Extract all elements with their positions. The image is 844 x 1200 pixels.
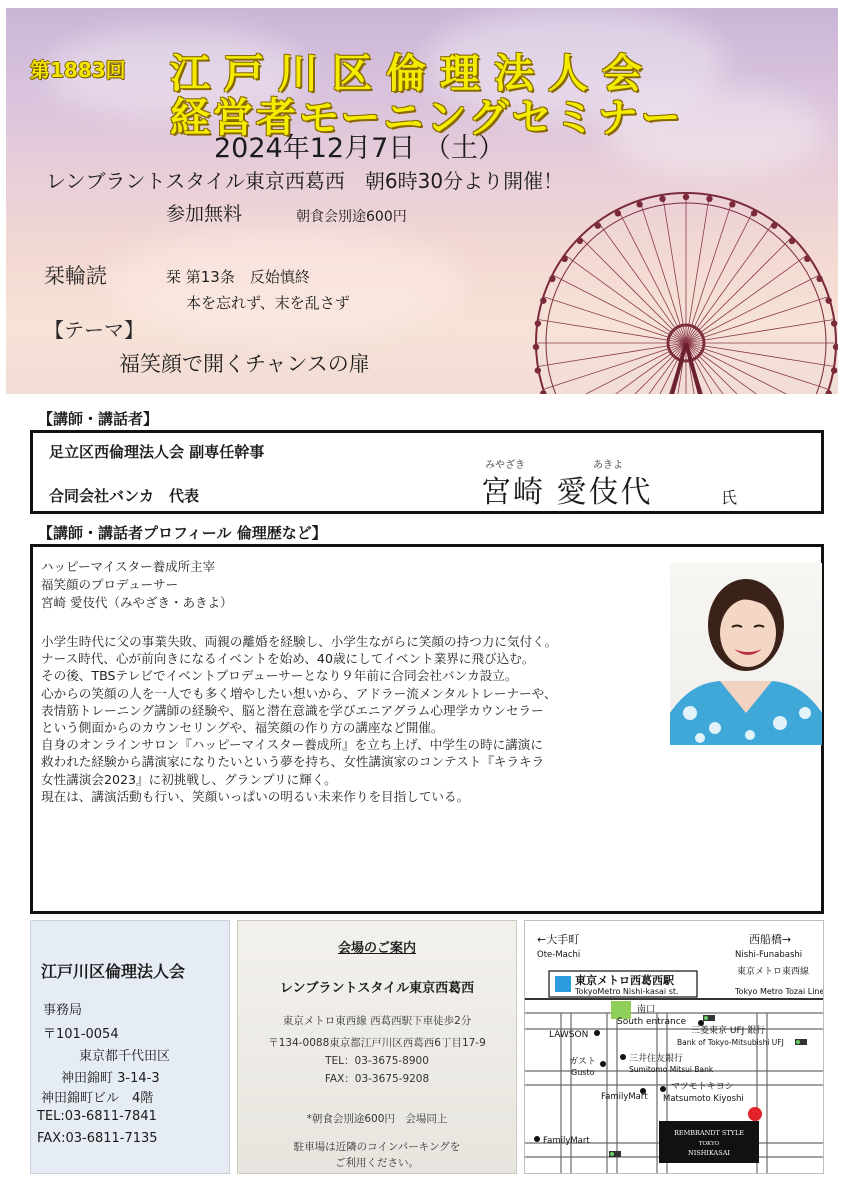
map-label-south: 南口 bbox=[637, 1005, 656, 1015]
profile-paragraph: ナース時代、心が前向きになるイベントを始め、40歳にしてイベント業界に飛び込む。 bbox=[41, 651, 535, 667]
ferris-wheel-spoke bbox=[686, 297, 829, 343]
venue-address: 〒134-0088東京都江戸川区西葛西6丁目17-9 bbox=[268, 1037, 486, 1049]
ferris-wheel-cabin bbox=[659, 196, 665, 202]
edition-number: 第1883回 bbox=[30, 58, 126, 82]
venue-card-name: レンブラントスタイル東京西葛西 bbox=[279, 981, 475, 996]
map-label-matsumoto: マツモトキヨシ bbox=[671, 1082, 734, 1092]
map-station-name-en: TokyoMetro Nishi-kasai st. bbox=[575, 987, 679, 996]
ferris-wheel-spoke bbox=[565, 255, 686, 343]
map-label-line-en: Tokyo Metro Tozai Line bbox=[735, 987, 825, 996]
ferris-wheel-spoke bbox=[598, 222, 686, 343]
speaker-box bbox=[30, 430, 824, 514]
ferris-wheel-cabin bbox=[533, 344, 539, 350]
access-map bbox=[524, 920, 824, 1174]
ferris-wheel-spoke bbox=[552, 343, 686, 394]
ferris-wheel-cabin bbox=[683, 194, 689, 200]
speaker-role-2: 合同会社バンカ 代表 bbox=[49, 487, 200, 505]
map-label-lawson: LAWSON bbox=[549, 1030, 589, 1040]
profile-paragraph: 小学生時代に父の事業失敗、両親の離婚を経験し、小学生ながらに笑顔の持つ力に気付く。 bbox=[41, 634, 558, 649]
profile-headline: ハッピーマイスター養成所主宰 bbox=[41, 559, 216, 574]
speaker-ruby-given: あきよ bbox=[593, 460, 623, 471]
ferris-wheel-spoke bbox=[686, 255, 807, 343]
ferris-wheel-spoke bbox=[580, 237, 686, 343]
map-label-matsumoto-en: Matsumoto Kiyoshi bbox=[663, 1094, 744, 1104]
map-label-familymart-2: FamilyMart bbox=[543, 1136, 590, 1146]
profile-body bbox=[41, 633, 811, 805]
profile-paragraph: 救われた経験から講演家になりたいという夢を持ち、女性講演家のコンテスト『キラキラ bbox=[41, 754, 545, 770]
map-label-nishifunabashi: 西船橋→ bbox=[749, 933, 792, 946]
venue-card bbox=[237, 920, 517, 1174]
map-label-bank1-en: Bank of Tokyo-Mitsubishi UFJ bbox=[677, 1038, 784, 1047]
ferris-wheel-cabin bbox=[636, 201, 642, 207]
breakfast-note: 朝食会別途600円 bbox=[296, 209, 407, 225]
hotel-logo-line-2: TOKYO bbox=[698, 1141, 720, 1147]
speaker-section-label: 【講師・講話者】 bbox=[38, 410, 159, 428]
profile-paragraph: その後、TBSテレビでイベントプロデューサーとなり９年前に合同会社バンカ設立。 bbox=[41, 668, 518, 684]
ferris-wheel-cabin bbox=[825, 297, 831, 303]
venue-location-pin-icon bbox=[748, 1107, 762, 1121]
event-date: 2024年12月7日 （土） bbox=[214, 133, 505, 164]
ferris-wheel-cabin bbox=[549, 276, 555, 282]
ferris-wheel-cabin bbox=[540, 297, 546, 303]
ferris-wheel-cabin bbox=[595, 222, 601, 228]
organizer-name: 江戸川区倫理法人会 bbox=[41, 962, 186, 981]
office-fax: FAX:03-6811-7135 bbox=[37, 1131, 158, 1146]
map-label-line-jp: 東京メトロ東西線 bbox=[737, 967, 810, 977]
event-title: 江戸川区倫理法人会 bbox=[170, 51, 656, 97]
map-label-bank2: 三井住友銀行 bbox=[629, 1054, 684, 1064]
office-label: 事務局 bbox=[43, 1003, 83, 1018]
speaker-name: 宮崎 愛伎代 bbox=[481, 475, 653, 510]
profile-paragraph: という側面からのカウンセリングや、福笑顔の作り方の講座など開催。 bbox=[41, 720, 444, 736]
traffic-light-icon bbox=[795, 1039, 807, 1045]
event-subtitle: 経営者モーニングセミナー bbox=[170, 95, 684, 141]
reading-motto: 本を忘れず、末を乱さず bbox=[186, 294, 350, 312]
office-address-2: 神田錦町 3-14-3 bbox=[61, 1071, 160, 1086]
profile-paragraph: 現在は、講演活動も行い、笑顔いっぱいの明るい未来作りを目指している。 bbox=[41, 788, 470, 804]
ferris-wheel-cabin bbox=[615, 210, 621, 216]
ferris-wheel-cabin bbox=[831, 320, 837, 326]
ferris-wheel-spoke bbox=[543, 297, 686, 343]
theme-title: 福笑顔で開くチャンスの扉 bbox=[119, 352, 370, 376]
ferris-wheel-spoke bbox=[543, 343, 686, 389]
profile-headline: 福笑顔のプロデューサー bbox=[41, 577, 179, 592]
event-venue-time: レンブラントスタイル東京西葛西 朝6時30分より開催！ bbox=[46, 169, 564, 193]
ferris-wheel-cabin bbox=[540, 390, 546, 394]
reading-article: 栞 第13条 反始慎終 bbox=[166, 268, 310, 286]
ferris-wheel-spoke bbox=[686, 237, 792, 343]
ferris-wheel-cabin bbox=[577, 238, 583, 244]
profile-paragraph: 表情筋トレーニング講師の経験や、脳と潜在意識を学びエニアグラム心理学カウンセラー bbox=[41, 702, 544, 718]
venue-tel: TEL：03-3675-8900 bbox=[325, 1055, 429, 1067]
traffic-light-icon bbox=[609, 1151, 621, 1157]
venue-fax: FAX：03-3675-9208 bbox=[324, 1073, 430, 1085]
map-label-bank1: 三菱東京 UFJ 銀行 bbox=[691, 1026, 766, 1036]
speaker-honorific: 氏 bbox=[721, 488, 738, 507]
ferris-wheel-illustration bbox=[521, 178, 838, 394]
ferris-wheel-cabin bbox=[771, 222, 777, 228]
venue-breakfast-note: *朝食会別途600円 会場同上 bbox=[306, 1113, 448, 1125]
profile-box bbox=[30, 544, 824, 914]
hotel-logo-line-1: REMBRANDT STYLE bbox=[673, 1129, 745, 1137]
office-address-3: 神田錦町ビル 4階 bbox=[41, 1091, 154, 1106]
speaker-role-1: 足立区西倫理法人会 副専任幹事 bbox=[49, 443, 265, 461]
map-station-name: 東京メトロ西葛西駅 bbox=[575, 974, 674, 987]
ferris-wheel-cabin bbox=[561, 256, 567, 262]
map-label-familymart-1: FamilyMart bbox=[601, 1092, 648, 1102]
venue-parking-note: 駐車場は近隣のコインパーキングを bbox=[293, 1141, 461, 1153]
ferris-wheel-cabin bbox=[535, 320, 541, 326]
hotel-logo-line-3: NISHIKASAI bbox=[688, 1149, 730, 1157]
traffic-light-icon bbox=[703, 1015, 715, 1021]
ferris-wheel-cabin bbox=[833, 344, 838, 350]
map-label-nishifunabashi-en: Nishi-Funabashi bbox=[735, 950, 803, 960]
metro-logo-icon bbox=[555, 976, 571, 992]
venue-parking-note: ご利用ください。 bbox=[335, 1157, 419, 1169]
ferris-wheel-cabin bbox=[706, 196, 712, 202]
profile-headline: 宮崎 愛伎代（みやざき・あきよ） bbox=[41, 595, 233, 610]
ferris-wheel-spoke bbox=[640, 200, 686, 343]
map-label-bank2-en: Sumitomo Mitsui Bank bbox=[629, 1065, 714, 1074]
ferris-wheel-cabin bbox=[804, 256, 810, 262]
office-postal: 〒101-0054 bbox=[43, 1027, 119, 1042]
organizer-card bbox=[30, 920, 230, 1174]
venue-card-title: 会場のご案内 bbox=[337, 941, 416, 956]
office-tel: TEL:03-6811-7841 bbox=[37, 1109, 157, 1124]
profile-section-label: 【講師・講話者プロフィール 倫理歴など】 bbox=[38, 524, 327, 542]
theme-label: 【テーマ】 bbox=[44, 318, 144, 342]
map-label-otemachi: ←大手町 bbox=[537, 933, 580, 946]
ferris-wheel-cabin bbox=[789, 238, 795, 244]
hero-banner bbox=[6, 8, 838, 394]
ferris-wheel-cabin bbox=[831, 367, 837, 373]
ferris-wheel-spoke bbox=[686, 222, 774, 343]
profile-paragraph: 女性講演会2023』に初挑戦し、グランプリに輝く。 bbox=[41, 771, 337, 787]
ferris-wheel-cabin bbox=[751, 210, 757, 216]
office-address-1: 東京都千代田区 bbox=[79, 1049, 171, 1064]
profile-paragraph: 心からの笑顔の人を一人でも多く増やしたい想いから、アドラー流メンタルトレーナーや、 bbox=[41, 685, 557, 701]
ferris-wheel-cabin bbox=[816, 276, 822, 282]
map-label-otemachi-en: Ote-Machi bbox=[537, 950, 581, 960]
profile-paragraph: 自身のオンラインサロン『ハッピーマイスター養成所』を立ち上げ、中学生の時に講演に bbox=[41, 737, 543, 753]
reading-label: 栞輪読 bbox=[44, 264, 107, 288]
map-label-gusto-en: Gusto bbox=[571, 1068, 595, 1077]
map-label-gusto: ガスト bbox=[569, 1057, 597, 1067]
fee-label: 参加無料 bbox=[166, 203, 243, 225]
ferris-wheel-spoke bbox=[686, 200, 732, 343]
venue-access: 東京メトロ東西線 西葛西駅下車徒歩2分 bbox=[282, 1015, 472, 1027]
ferris-wheel-spoke bbox=[686, 343, 820, 394]
speaker-ruby-surname: みやざき bbox=[485, 460, 525, 471]
ferris-wheel-cabin bbox=[729, 201, 735, 207]
map-label-south-en: South entrance bbox=[617, 1017, 687, 1027]
ferris-wheel-cabin bbox=[825, 390, 831, 394]
ferris-wheel-spoke bbox=[686, 343, 829, 389]
ferris-wheel-cabin bbox=[535, 367, 541, 373]
